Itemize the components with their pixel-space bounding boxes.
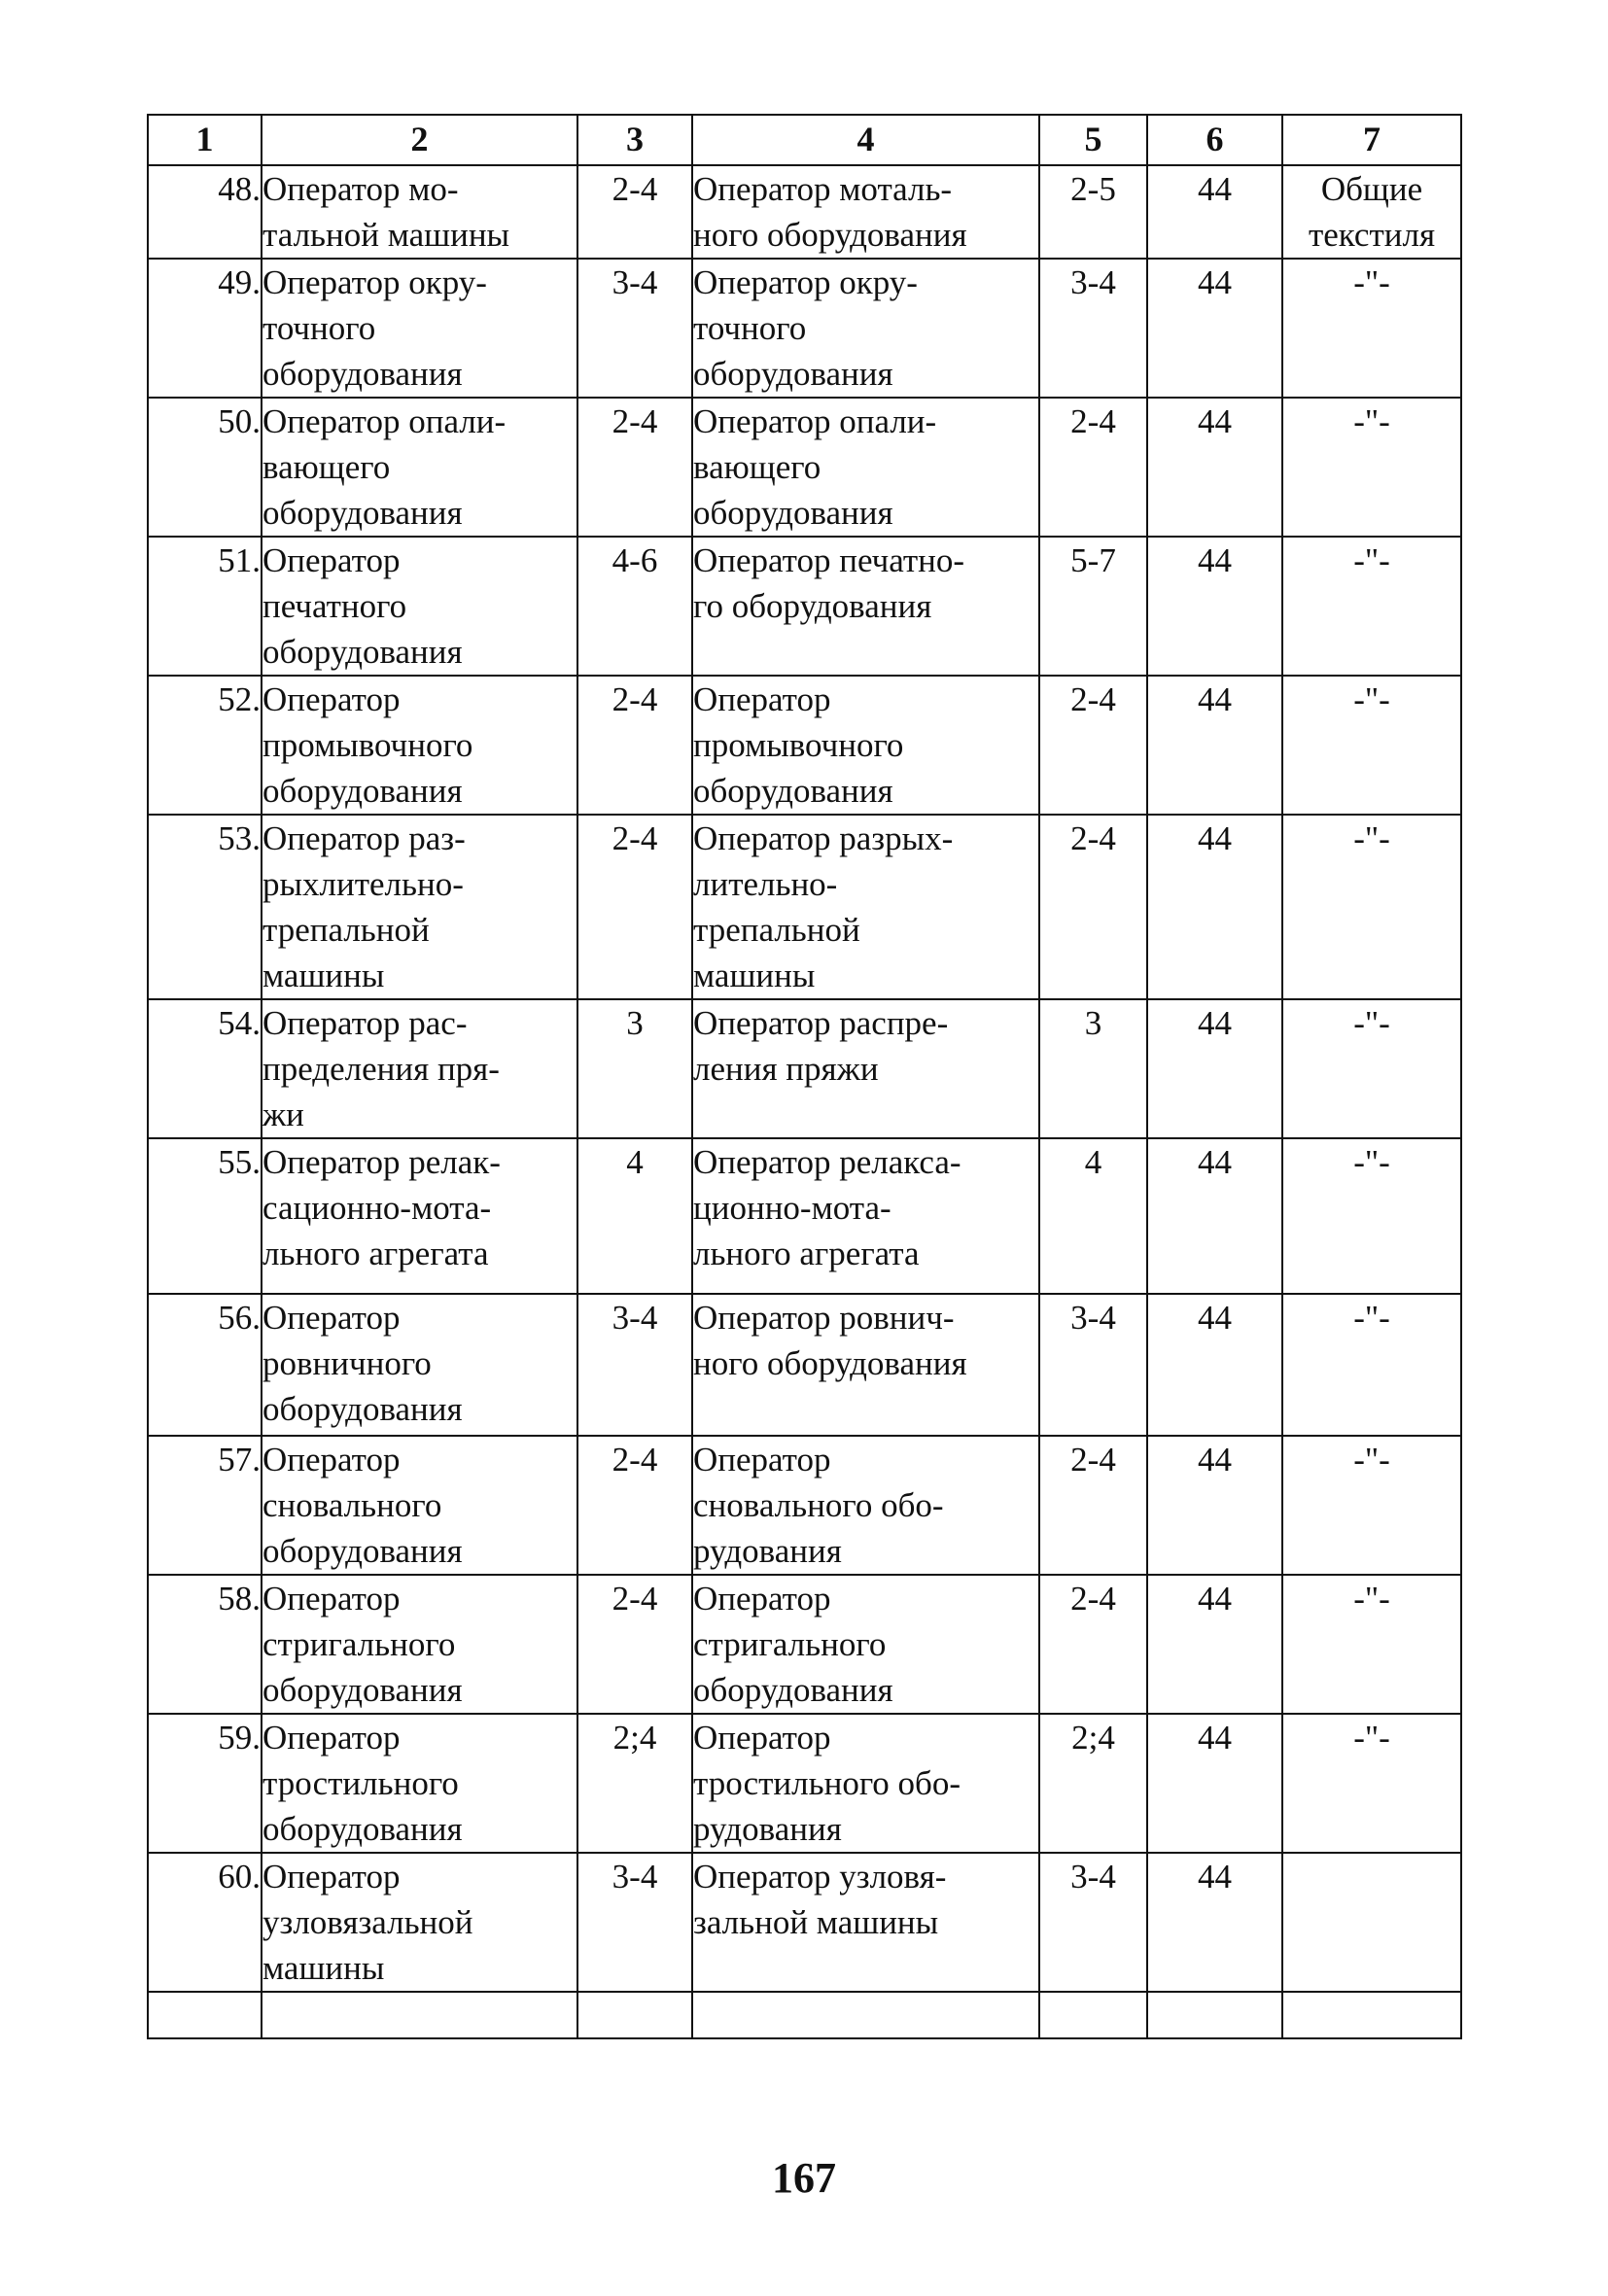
profession-name-new-cell xyxy=(692,815,1039,999)
grade-range-cell xyxy=(577,1294,692,1436)
profession-name-cell xyxy=(262,1138,577,1294)
row-number-cell xyxy=(148,999,262,1138)
profession-name-new-text: Оператор ровнич- ного оборудования xyxy=(693,1299,967,1382)
grade-range-new-cell xyxy=(1039,1436,1147,1575)
grade-range-new-text: 2-4 xyxy=(1070,1580,1116,1618)
profession-name-cell xyxy=(262,1436,577,1575)
profession-name-text: Оператор раз- рыхлительно- трепальной машины xyxy=(262,819,466,994)
profession-name-cell xyxy=(262,165,577,259)
section-cell xyxy=(1282,1992,1461,2038)
section-cell xyxy=(1282,815,1461,999)
section-cell xyxy=(1282,1853,1461,1992)
duration-cell xyxy=(1147,1992,1282,2038)
grade-range-text: 2-4 xyxy=(612,1580,658,1618)
grade-range-text: 2-4 xyxy=(612,170,658,208)
grade-range-text: 4-6 xyxy=(612,541,658,579)
profession-name-new-cell xyxy=(692,1575,1039,1714)
profession-name-new-text: Оператор окру- точного оборудования xyxy=(693,263,918,393)
profession-name-cell xyxy=(262,815,577,999)
profession-name-new-text: Оператор стригального оборудования xyxy=(693,1580,893,1709)
header-col-4: 4 xyxy=(692,115,1039,165)
grade-range-text: 4 xyxy=(626,1143,644,1181)
duration-text: 44 xyxy=(1198,1441,1232,1478)
section-cell xyxy=(1282,999,1461,1138)
profession-name-new-cell xyxy=(692,165,1039,259)
occupations-table xyxy=(147,114,1462,2039)
grade-range-new-cell xyxy=(1039,1138,1147,1294)
grade-range-text: 2-4 xyxy=(612,819,658,857)
row-number-cell xyxy=(148,1436,262,1575)
grade-range-new-cell xyxy=(1039,165,1147,259)
section-text: -"- xyxy=(1353,1299,1390,1337)
profession-name-new-cell xyxy=(692,1714,1039,1853)
profession-name-cell xyxy=(262,1853,577,1992)
section-cell xyxy=(1282,537,1461,676)
table-row xyxy=(148,1436,1461,1575)
duration-cell xyxy=(1147,676,1282,815)
section-cell xyxy=(1282,1714,1461,1853)
section-text: -"- xyxy=(1353,1143,1390,1181)
grade-range-cell xyxy=(577,165,692,259)
grade-range-cell xyxy=(577,1436,692,1575)
grade-range-cell xyxy=(577,1575,692,1714)
duration-cell xyxy=(1147,1575,1282,1714)
profession-name-text: Оператор узловязальной машины xyxy=(262,1858,473,1987)
duration-text: 44 xyxy=(1198,263,1232,301)
grade-range-cell xyxy=(577,999,692,1138)
grade-range-text: 2-4 xyxy=(612,402,658,440)
grade-range-text: 3-4 xyxy=(612,1299,658,1337)
grade-range-cell xyxy=(577,1714,692,1853)
duration-text: 44 xyxy=(1198,1719,1232,1757)
grade-range-new-cell xyxy=(1039,398,1147,537)
grade-range-text: 3 xyxy=(626,1004,644,1042)
table-row xyxy=(148,676,1461,815)
profession-name-cell xyxy=(262,398,577,537)
grade-range-new-text: 3-4 xyxy=(1070,1858,1116,1896)
duration-cell xyxy=(1147,1294,1282,1436)
grade-range-cell xyxy=(577,537,692,676)
section-cell xyxy=(1282,1138,1461,1294)
grade-range-new-text: 2-5 xyxy=(1070,170,1116,208)
grade-range-cell xyxy=(577,398,692,537)
row-number-cell xyxy=(148,165,262,259)
profession-name-text: Оператор тростильного оборудования xyxy=(262,1719,463,1848)
profession-name-text: Оператор рас- пределения пря- жи xyxy=(262,1004,500,1133)
profession-name-cell xyxy=(262,999,577,1138)
duration-text: 44 xyxy=(1198,402,1232,440)
profession-name-text: Оператор сновального оборудования xyxy=(262,1441,463,1570)
row-number-cell xyxy=(148,815,262,999)
duration-cell xyxy=(1147,815,1282,999)
row-number-text: 50. xyxy=(218,402,261,440)
profession-name-new-text: Оператор печатно- го оборудования xyxy=(693,541,965,625)
grade-range-new-cell xyxy=(1039,1992,1147,2038)
duration-text: 44 xyxy=(1198,1143,1232,1181)
page-number: 167 xyxy=(772,2154,836,2202)
profession-name-text: Оператор мо- тальной машины xyxy=(262,170,510,254)
profession-name-new-cell xyxy=(692,676,1039,815)
profession-name-cell xyxy=(262,537,577,676)
row-number-text: 52. xyxy=(218,680,261,718)
profession-name-text: Оператор релак- сационно-мота- льного агрегата xyxy=(262,1143,501,1272)
row-number-text: 48. xyxy=(218,170,261,208)
table-row xyxy=(148,1992,1461,2038)
profession-name-new-cell xyxy=(692,1992,1039,2038)
section-cell xyxy=(1282,259,1461,398)
header-col-6: 6 xyxy=(1147,115,1282,165)
grade-range-new-text: 3 xyxy=(1084,1004,1102,1042)
grade-range-new-cell xyxy=(1039,676,1147,815)
section-text: Общие текстиля xyxy=(1308,170,1436,254)
table-row xyxy=(148,537,1461,676)
duration-cell xyxy=(1147,165,1282,259)
profession-name-text: Оператор промывочного оборудования xyxy=(262,680,473,810)
section-cell xyxy=(1282,1294,1461,1436)
profession-name-new-text: Оператор узловя- зальной машины xyxy=(693,1858,947,1941)
profession-name-new-cell xyxy=(692,259,1039,398)
profession-name-cell xyxy=(262,1714,577,1853)
grade-range-new-cell xyxy=(1039,259,1147,398)
profession-name-cell xyxy=(262,676,577,815)
header-col-2: 2 xyxy=(262,115,577,165)
table-header-row xyxy=(148,115,1461,165)
duration-cell xyxy=(1147,259,1282,398)
grade-range-text: 3-4 xyxy=(612,263,658,301)
grade-range-cell xyxy=(577,1853,692,1992)
profession-name-new-text: Оператор сновального обо- рудования xyxy=(693,1441,944,1570)
row-number-text: 49. xyxy=(218,263,261,301)
grade-range-cell xyxy=(577,1992,692,2038)
section-text: -"- xyxy=(1353,1719,1390,1757)
grade-range-new-text: 5-7 xyxy=(1070,541,1116,579)
row-number-text: 54. xyxy=(218,1004,261,1042)
row-number-cell xyxy=(148,1294,262,1436)
section-text: -"- xyxy=(1353,263,1390,301)
profession-name-new-text: Оператор распре- ления пряжи xyxy=(693,1004,949,1088)
grade-range-new-cell xyxy=(1039,999,1147,1138)
profession-name-text: Оператор ровничного оборудования xyxy=(262,1299,463,1428)
row-number-cell xyxy=(148,398,262,537)
row-number-text: 58. xyxy=(218,1580,261,1618)
profession-name-new-cell xyxy=(692,1138,1039,1294)
row-number-text: 55. xyxy=(218,1143,261,1181)
profession-name-new-cell xyxy=(692,1853,1039,1992)
section-cell xyxy=(1282,398,1461,537)
profession-name-new-text: Оператор моталь- ного оборудования xyxy=(693,170,967,254)
grade-range-new-text: 2;4 xyxy=(1071,1719,1115,1757)
grade-range-cell xyxy=(577,259,692,398)
grade-range-new-cell xyxy=(1039,1853,1147,1992)
duration-text: 44 xyxy=(1198,819,1232,857)
profession-name-new-cell xyxy=(692,1294,1039,1436)
table-row xyxy=(148,398,1461,537)
duration-text: 44 xyxy=(1198,170,1232,208)
duration-text: 44 xyxy=(1198,1580,1232,1618)
table-body xyxy=(148,165,1461,2038)
profession-name-new-text: Оператор релакса- ционно-мота- льного агрегата xyxy=(693,1143,961,1272)
header-col-1: 1 xyxy=(148,115,262,165)
profession-name-new-text: Оператор опали- вающего оборудования xyxy=(693,402,937,532)
duration-cell xyxy=(1147,1436,1282,1575)
section-cell xyxy=(1282,676,1461,815)
section-cell xyxy=(1282,165,1461,259)
section-cell xyxy=(1282,1436,1461,1575)
grade-range-new-text: 3-4 xyxy=(1070,1299,1116,1337)
section-text: -"- xyxy=(1353,1004,1390,1042)
header-col-7: 7 xyxy=(1282,115,1461,165)
row-number-text: 57. xyxy=(218,1441,261,1478)
profession-name-new-text: Оператор тростильного обо- рудования xyxy=(693,1719,961,1848)
profession-name-new-cell xyxy=(692,1436,1039,1575)
table-row xyxy=(148,1853,1461,1992)
grade-range-new-cell xyxy=(1039,537,1147,676)
duration-text: 44 xyxy=(1198,1004,1232,1042)
section-text: -"- xyxy=(1353,1441,1390,1478)
profession-name-cell xyxy=(262,259,577,398)
grade-range-new-cell xyxy=(1039,1714,1147,1853)
grade-range-cell xyxy=(577,1138,692,1294)
grade-range-new-text: 2-4 xyxy=(1070,819,1116,857)
profession-name-new-text: Оператор разрых- лительно- трепальной машины xyxy=(693,819,954,994)
grade-range-new-cell xyxy=(1039,815,1147,999)
row-number-text: 60. xyxy=(218,1858,261,1896)
table-row xyxy=(148,815,1461,999)
grade-range-new-text: 4 xyxy=(1084,1143,1102,1181)
row-number-text: 53. xyxy=(218,819,261,857)
duration-cell xyxy=(1147,1714,1282,1853)
duration-cell xyxy=(1147,1138,1282,1294)
profession-name-new-cell xyxy=(692,398,1039,537)
profession-name-cell xyxy=(262,1992,577,2038)
grade-range-cell xyxy=(577,815,692,999)
table-row xyxy=(148,999,1461,1138)
grade-range-text: 2;4 xyxy=(612,1719,657,1757)
row-number-cell xyxy=(148,1138,262,1294)
profession-name-new-cell xyxy=(692,537,1039,676)
grade-range-text: 2-4 xyxy=(612,680,658,718)
row-number-text: 51. xyxy=(218,541,261,579)
duration-cell xyxy=(1147,1853,1282,1992)
header-col-5: 5 xyxy=(1039,115,1147,165)
grade-range-new-cell xyxy=(1039,1575,1147,1714)
row-number-cell xyxy=(148,1714,262,1853)
profession-name-cell xyxy=(262,1294,577,1436)
section-text: -"- xyxy=(1353,1580,1390,1618)
header-col-3: 3 xyxy=(577,115,692,165)
row-number-cell xyxy=(148,1575,262,1714)
grade-range-new-text: 3-4 xyxy=(1070,263,1116,301)
duration-text: 44 xyxy=(1198,541,1232,579)
grade-range-new-text: 2-4 xyxy=(1070,680,1116,718)
section-text: -"- xyxy=(1353,680,1390,718)
profession-name-text: Оператор окру- точного оборудования xyxy=(262,263,487,393)
duration-text: 44 xyxy=(1198,680,1232,718)
profession-name-new-cell xyxy=(692,999,1039,1138)
profession-name-cell xyxy=(262,1575,577,1714)
profession-name-text: Оператор печатного оборудования xyxy=(262,541,463,671)
row-number-cell xyxy=(148,1992,262,2038)
duration-cell xyxy=(1147,537,1282,676)
section-text: -"- xyxy=(1353,541,1390,579)
duration-cell xyxy=(1147,999,1282,1138)
row-number-cell xyxy=(148,537,262,676)
profession-name-new-text: Оператор промывочного оборудования xyxy=(693,680,904,810)
grade-range-text: 3-4 xyxy=(612,1858,658,1896)
section-cell xyxy=(1282,1575,1461,1714)
profession-name-text: Оператор стригального оборудования xyxy=(262,1580,463,1709)
row-number-cell xyxy=(148,676,262,815)
row-number-cell xyxy=(148,1853,262,1992)
table-row xyxy=(148,1294,1461,1436)
row-number-text: 56. xyxy=(218,1299,261,1337)
duration-text: 44 xyxy=(1198,1299,1232,1337)
row-number-cell xyxy=(148,259,262,398)
section-text: -"- xyxy=(1353,819,1390,857)
grade-range-new-text: 2-4 xyxy=(1070,1441,1116,1478)
row-number-text: 59. xyxy=(218,1719,261,1757)
profession-name-text: Оператор опали- вающего оборудования xyxy=(262,402,507,532)
table-row xyxy=(148,1575,1461,1714)
table-row xyxy=(148,259,1461,398)
section-text: -"- xyxy=(1353,402,1390,440)
grade-range-new-cell xyxy=(1039,1294,1147,1436)
grade-range-text: 2-4 xyxy=(612,1441,658,1478)
duration-text: 44 xyxy=(1198,1858,1232,1896)
table-row xyxy=(148,165,1461,259)
grade-range-new-text: 2-4 xyxy=(1070,402,1116,440)
table-row xyxy=(148,1714,1461,1853)
duration-cell xyxy=(1147,398,1282,537)
grade-range-cell xyxy=(577,676,692,815)
table-row xyxy=(148,1138,1461,1294)
